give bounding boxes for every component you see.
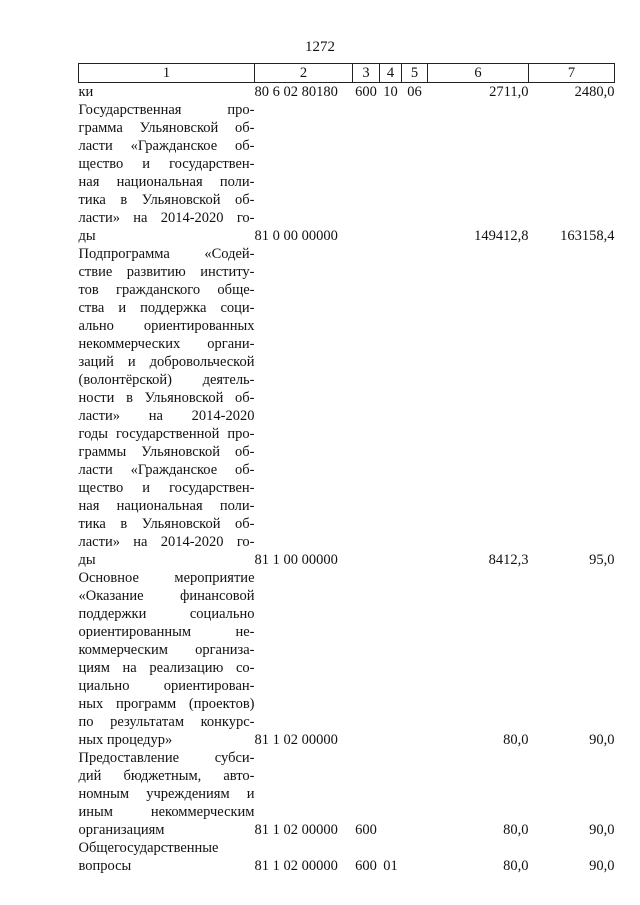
table-row xyxy=(79,245,615,569)
row-col-3: 600 xyxy=(355,858,377,874)
row-col-3 xyxy=(353,101,380,245)
row-value-6: 80,0 xyxy=(503,858,529,874)
row-col-3: 600 xyxy=(355,84,377,100)
row-description xyxy=(79,749,255,839)
description-line: коммерческим организа- xyxy=(78,642,255,658)
row-code: 81 1 02 00000 xyxy=(254,858,338,874)
description-line: поддержки социально xyxy=(78,606,255,622)
row-col-3 xyxy=(353,569,380,749)
description-line: ально ориентированных xyxy=(78,318,255,334)
description-line: щество и государствен- xyxy=(78,480,255,496)
description-line: вопросы xyxy=(78,858,132,874)
row-value-7: 90,0 xyxy=(589,732,615,748)
description-line: ных процедур» xyxy=(78,732,173,748)
header-col-6: 6 xyxy=(428,64,529,83)
description-line: ласти» на 2014-2020 го- xyxy=(78,534,255,550)
header-col-2: 2 xyxy=(255,64,353,83)
description-line: ства и поддержка соци- xyxy=(78,300,255,316)
description-line: Общегосударственные xyxy=(78,840,219,856)
description-line: ласти «Гражданское об- xyxy=(78,462,255,478)
description-line: щество и государствен- xyxy=(78,156,255,172)
row-col-4 xyxy=(380,245,402,569)
row-col-4 xyxy=(380,101,402,245)
description-line: ная национальная поли- xyxy=(78,498,255,514)
table-row xyxy=(79,749,615,839)
description-line: циям на реализацию со- xyxy=(78,660,255,676)
row-value-6: 8412,3 xyxy=(488,552,529,568)
row-value-6: 80,0 xyxy=(503,822,529,838)
row-col-4 xyxy=(380,569,402,749)
row-value-7: 90,0 xyxy=(589,858,615,874)
description-line: организациям xyxy=(78,822,165,838)
row-col-4: 10 xyxy=(383,84,398,100)
header-col-4: 4 xyxy=(380,64,402,83)
row-value-7: 2480,0 xyxy=(574,84,615,100)
row-value-6: 80,0 xyxy=(503,732,529,748)
description-line: (волонтёрской) деятель- xyxy=(78,372,255,388)
row-col-5 xyxy=(402,569,428,749)
description-line: ласти» на 2014-2020 го- xyxy=(78,210,255,226)
header-col-5: 5 xyxy=(402,64,428,83)
row-col-5 xyxy=(402,245,428,569)
description-line: ды xyxy=(78,552,96,568)
description-line: циально ориентирован- xyxy=(78,678,255,694)
row-col-4: 01 xyxy=(383,858,398,874)
header-col-7: 7 xyxy=(529,64,615,83)
description-line: годы государственной про- xyxy=(78,426,255,442)
description-line: тика в Ульяновской об- xyxy=(78,516,255,532)
row-code: 81 1 00 00000 xyxy=(254,552,338,568)
row-description xyxy=(79,101,255,245)
description-line: ная национальная поли- xyxy=(78,174,255,190)
row-value-7: 90,0 xyxy=(589,822,615,838)
header-col-1: 1 xyxy=(79,64,255,83)
row-code: 81 1 02 00000 xyxy=(254,732,338,748)
description-line: граммы Ульяновской об- xyxy=(78,444,255,460)
description-line: ориентированным не- xyxy=(78,624,255,640)
row-description xyxy=(79,569,255,749)
row-value-7: 163158,4 xyxy=(560,228,615,244)
description-line: ных программ (проектов) xyxy=(78,696,255,712)
row-col-5 xyxy=(402,749,428,839)
description-line: ки xyxy=(78,84,94,100)
row-code: 81 1 02 00000 xyxy=(254,822,338,838)
row-col-5 xyxy=(402,101,428,245)
table-row xyxy=(79,569,615,749)
description-line: Государственная про- xyxy=(78,102,255,118)
header-row xyxy=(79,64,615,83)
row-description xyxy=(79,83,255,102)
row-value-7: 95,0 xyxy=(589,552,615,568)
page-number: 1272 xyxy=(305,39,335,55)
description-line: иным некоммерческим xyxy=(78,804,255,820)
description-line: ласти» на 2014-2020 xyxy=(78,408,255,424)
description-line: по результатам конкурс- xyxy=(78,714,255,730)
description-line: ласти «Гражданское об- xyxy=(78,138,255,154)
description-line: Основное мероприятие xyxy=(78,570,255,586)
table-row xyxy=(79,839,615,875)
description-line: ствие развитию институ- xyxy=(78,264,255,280)
description-line: ности в Ульяновской об- xyxy=(78,390,255,406)
row-col-5 xyxy=(402,839,428,875)
description-line: грамма Ульяновской об- xyxy=(78,120,255,136)
row-code: 81 0 00 00000 xyxy=(254,228,338,244)
description-line: некоммерческих органи- xyxy=(78,336,255,352)
description-line: тика в Ульяновской об- xyxy=(78,192,255,208)
header-col-3: 3 xyxy=(353,64,380,83)
description-line: заций и добровольческой xyxy=(78,354,255,370)
row-col-3 xyxy=(353,245,380,569)
description-line: Предоставление субси- xyxy=(78,750,255,766)
row-col-3: 600 xyxy=(355,822,377,838)
row-col-4 xyxy=(380,749,402,839)
table-row xyxy=(79,101,615,245)
row-value-6: 2711,0 xyxy=(489,84,529,100)
row-code: 80 6 02 80180 xyxy=(254,84,338,100)
table-row xyxy=(79,83,615,102)
description-line: ды xyxy=(78,228,96,244)
description-line: тов гражданского обще- xyxy=(78,282,255,298)
budget-table xyxy=(78,63,615,875)
description-line: номным учреждениям и xyxy=(78,786,255,802)
row-description xyxy=(79,245,255,569)
row-description xyxy=(79,839,255,875)
row-value-6: 149412,8 xyxy=(474,228,529,244)
description-line: Подпрограмма «Содей- xyxy=(78,246,255,262)
description-line: дий бюджетным, авто- xyxy=(78,768,255,784)
row-col-5: 06 xyxy=(407,84,422,100)
description-line: «Оказание финансовой xyxy=(78,588,255,604)
